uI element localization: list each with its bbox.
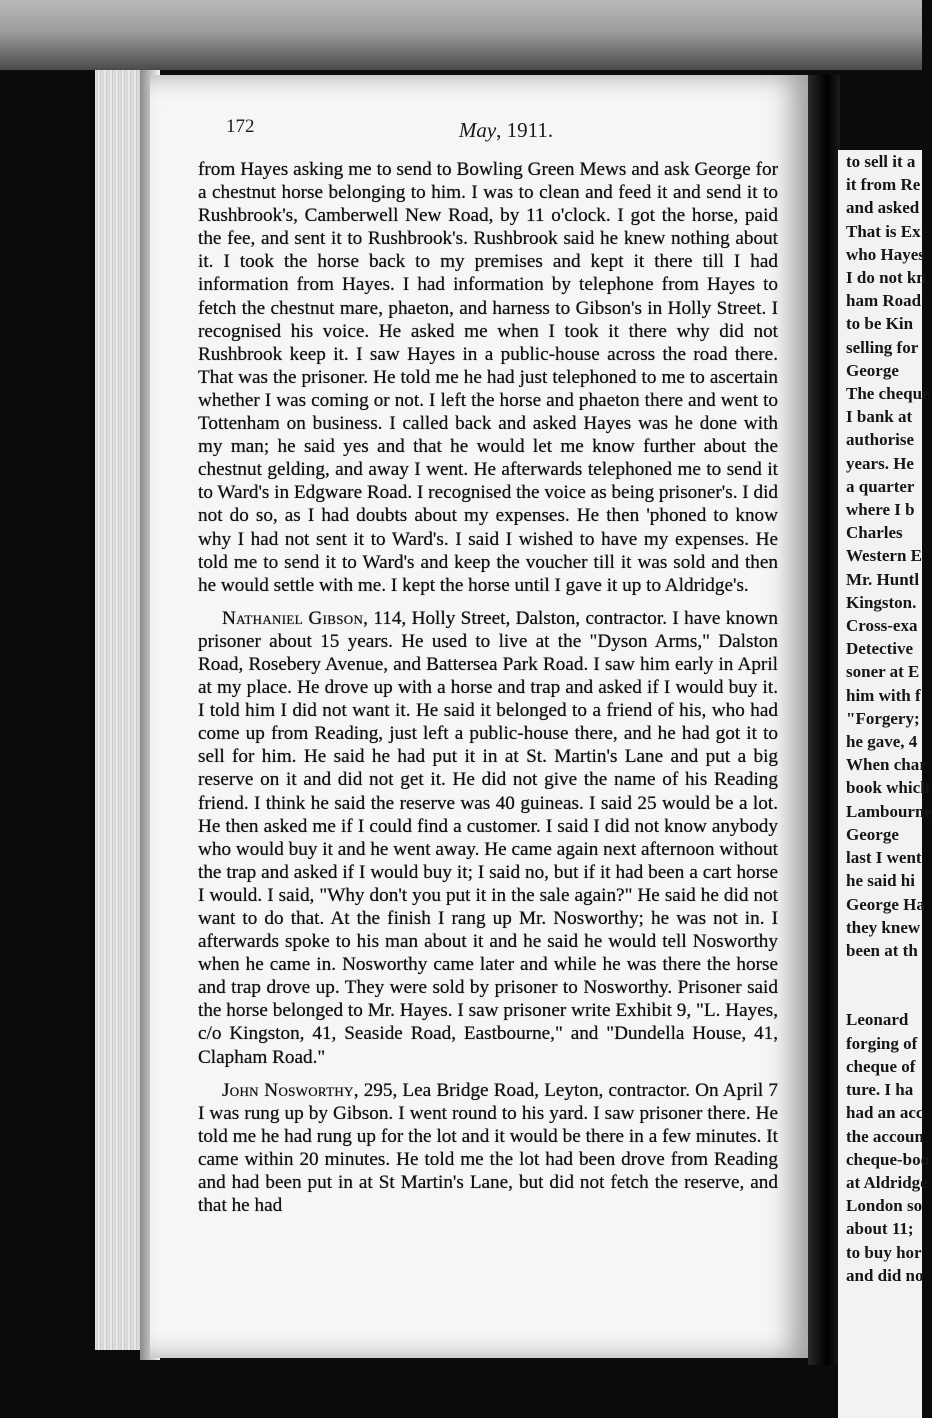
right-page-line: I do not kn: [846, 268, 926, 288]
page-gutter: [808, 75, 840, 1365]
scan-top-edge: [0, 0, 922, 70]
right-page-line: the accoun: [846, 1126, 924, 1146]
right-page-line: Western E: [846, 546, 923, 566]
right-page-line: ham Road: [846, 291, 922, 311]
right-page-line: him with f: [846, 685, 921, 705]
right-page-line: [838, 985, 922, 1008]
right-page-line: selling for: [846, 337, 919, 357]
paragraph-witness-gibson: [198, 607, 778, 1069]
right-page-line: had an acc: [846, 1103, 924, 1123]
right-page-line: where I b: [846, 500, 915, 520]
paragraph-continuation: [198, 158, 778, 597]
right-page-line: to buy hor: [846, 1242, 922, 1262]
running-head-month: May: [458, 118, 497, 142]
right-page-line: That is Ex: [846, 221, 921, 241]
page-number: 172: [226, 116, 255, 137]
right-page-line: When char: [846, 755, 927, 775]
right-page-line: to be Kin: [846, 314, 914, 334]
right-page-line: Detective: [846, 639, 914, 659]
right-page-line: Kingston.: [846, 592, 917, 612]
page-header: [226, 116, 786, 146]
right-page-line: who Hayes: [846, 244, 925, 264]
right-page-line: cheque of: [846, 1056, 916, 1076]
right-page-line: about 11;: [846, 1219, 914, 1239]
right-page-line: London so: [846, 1196, 923, 1216]
paragraph-witness-nosworthy: [198, 1079, 778, 1218]
right-page-line: I bank at: [846, 407, 913, 427]
right-page-line: book which: [846, 778, 930, 798]
right-page-line: forging of: [846, 1033, 918, 1053]
right-page-line: they knew: [846, 917, 921, 937]
right-page-line: The cheque: [846, 384, 930, 404]
right-page-line: soner at E: [846, 662, 920, 682]
right-page-line: George Ha: [846, 894, 925, 914]
page-body: [198, 158, 778, 1217]
right-page-line: to sell it a: [846, 152, 916, 171]
right-page-line: George: [846, 360, 899, 380]
right-page-line: Charles: [846, 523, 903, 543]
right-page-line: ture. I ha: [846, 1080, 914, 1100]
right-page-line: Mr. Huntl: [846, 569, 920, 589]
right-page-line: he gave, 4: [846, 732, 918, 752]
right-page-line: "Forgery;: [846, 708, 920, 728]
right-page-line: last I went: [846, 848, 922, 868]
paragraph-text: from Hayes asking me to send to Bowling Green Mews and ask George for a chestnut horse belonging to him. I was to clean and feed it and send it to Rushbrook's, Camberwell New Road, by 11 o'clock. I got the horse, paid the fee, and sent it to Rushbrook's. Rushbrook said he knew nothing about it. I took the horse back to my premises and kept it there till I had information from Hayes. I had information by telephone from Hayes to fetch the chestnut mare, phaeton, and harness to Gibson's in Holly Street. I recognised his voice. He asked me when I took it there why did not Rushbrook keep it. I saw Hayes in a public-house across the road there. That was the prisoner. He told me he had just telephoned to me to ascertain whether I was coming or not. I left the horse and phaeton there and went to Tottenham on business. I called back and asked Hayes was he done with my man; he said yes and that he would let me know further about the chestnut gelding, and away I went. He afterwards telephoned me to send it to Ward's in Edgware Road. I recognised the voice as being prisoner's. I did not do so, as I had doubts about my expenses. He then 'phoned to know why I had not sent it to Ward's. I said I wished to have my expenses. He told me to send it to Ward's and keep the voucher till it was sold and then he would settle with me. I kept the horse until I gave it up to Aldridge's.: [198, 159, 778, 596]
right-page-line: and asked: [846, 198, 920, 218]
right-page-line: years. He: [846, 453, 914, 473]
right-page-line: Leonard: [846, 1010, 909, 1030]
right-page-line: a quarter: [846, 476, 915, 496]
right-page-line: George: [846, 824, 899, 844]
book-binding: [95, 70, 145, 1350]
right-page-line: at Aldridge: [846, 1172, 928, 1192]
right-page-line: he said hi: [846, 871, 915, 891]
right-page-fragment: [838, 150, 932, 1418]
right-page-line: Cross-exa: [846, 616, 918, 636]
witness-name: John Nosworthy: [222, 1079, 354, 1101]
right-page-line: and did no: [846, 1265, 924, 1285]
right-page-line: it from Re: [846, 175, 921, 195]
right-page-line: Lambourne: [846, 801, 932, 821]
paragraph-text: , 114, Holly Street, Dalston, contractor. I have known prisoner about 15 years. He used to live at the "Dyson Arms," Dalston Road, Rosebery Avenue, and Battersea Park Road. I saw him early in April at my place. He drove up with a horse and trap and asked if I would buy it. I told him I did not want it. He said it belonged to a friend of his, who had come up from Reading, just left a public-house there, and he had got it to sell for him. He said he had put it in at St. Martin's Lane and put a big reserve on it and did not get it. He did not give the name of his Reading friend. I think he said the reserve was 40 guineas. I said 25 would be a lot. He then asked me if I could find a customer. I said I did not know anybody who would buy it and he went away. He came again next afternoon without the trap and asked if I would buy it; I said no, but if it had been a cart horse I would. I said, "Why don't you put it in the sale again?" He said he did not want to do that. At the finish I rang up Mr. Nosworthy; he was not in. I afterwards spoke to his man about it and he said he would tell Nosworthy when he came in. Nosworthy came later and while he was there the horse and trap drove up. They were sold by prisoner to Nosworthy. Prisoner said the horse belonged to Mr. Hayes. I saw prisoner write Exhibit 9, "L. Hayes, c/o Kingston, 41, Seaside Road, Eastbourne," and "Dundella House, 41, Clapham Road.": [198, 607, 778, 1068]
running-head-date: [226, 118, 786, 143]
right-page-line: cheque-boo: [846, 1149, 930, 1169]
paragraph-text: , 295, Lea Bridge Road, Leyton, contractor. On April 7 I was rung up by Gibson. I went round to his yard. I saw prisoner there. He told me he had rung up for the lot and it would be there in a few minutes. It came within 20 minutes. He told me the lot had been drove from Reading and had been put in at St Martin's Lane, but did not fetch the reserve, and that he had: [198, 1079, 778, 1217]
running-head-year: , 1911.: [496, 118, 554, 142]
right-page-line: been at th: [846, 940, 918, 960]
witness-name: Nathaniel Gibson: [222, 607, 364, 629]
right-page-line: [838, 962, 922, 985]
right-page-line: authorise: [846, 430, 914, 450]
